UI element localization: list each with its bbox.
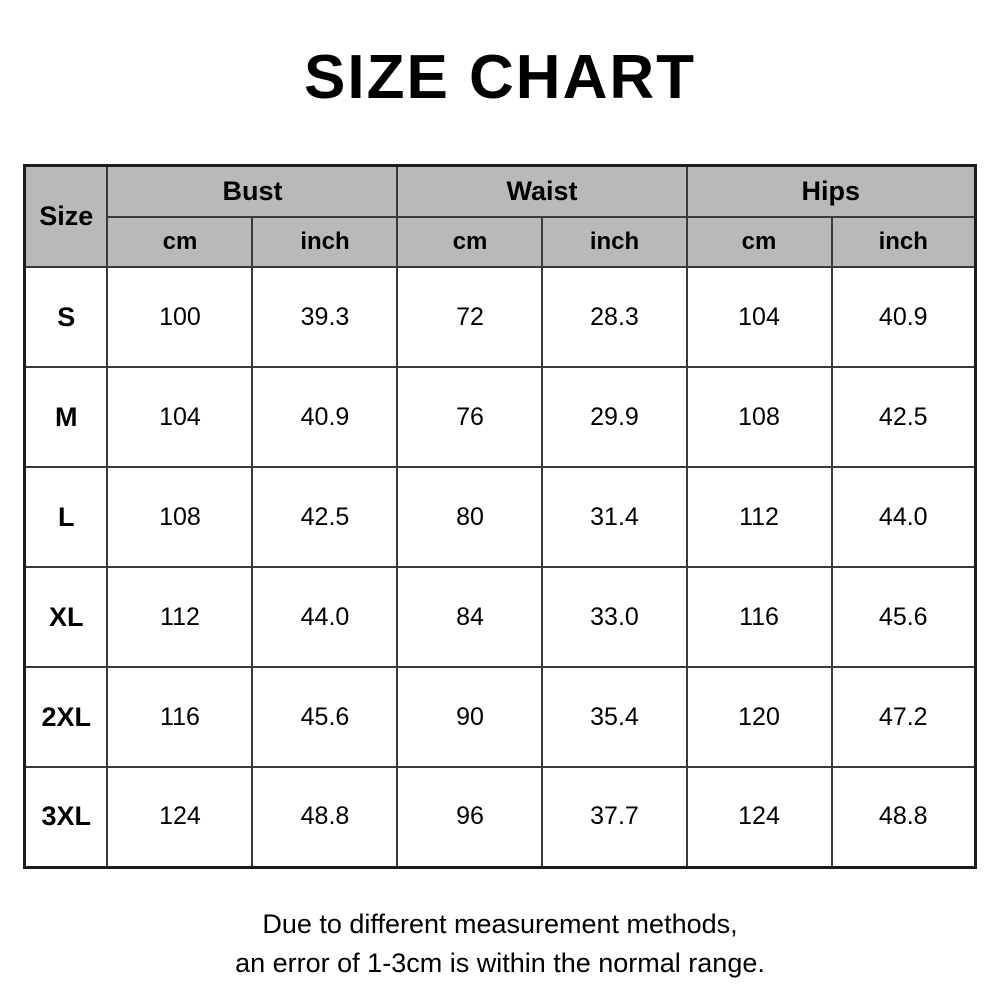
value-cell: 124 [687,767,832,867]
header-group-row [24,166,975,218]
header-waist-cm: cm [397,217,542,267]
size-cell: XL [24,567,107,667]
value-cell: 80 [397,467,542,567]
footnote-line2: an error of 1-3cm is within the normal range. [235,947,765,978]
value-cell: 33.0 [542,567,686,667]
value-cell: 48.8 [252,767,397,867]
header-hips-inch: inch [832,217,976,267]
table-row-s [24,267,975,367]
footnote [0,905,1000,983]
size-chart-table [23,164,977,869]
value-cell: 112 [107,567,252,667]
table-row-l [24,467,975,567]
value-cell: 39.3 [252,267,397,367]
header-unit-row [24,217,975,267]
value-cell: 90 [397,667,542,767]
value-cell: 45.6 [252,667,397,767]
header-hips-cm: cm [687,217,832,267]
value-cell: 42.5 [832,367,976,467]
value-cell: 37.7 [542,767,686,867]
table-row-3xl [24,767,975,867]
value-cell: 28.3 [542,267,686,367]
value-cell: 76 [397,367,542,467]
value-cell: 96 [397,767,542,867]
value-cell: 124 [107,767,252,867]
page-title: SIZE CHART [304,43,696,112]
size-cell: 3XL [24,767,107,867]
value-cell: 116 [107,667,252,767]
header-bust: Bust [107,166,397,218]
size-cell: M [24,367,107,467]
value-cell: 104 [687,267,832,367]
value-cell: 48.8 [832,767,976,867]
value-cell: 35.4 [542,667,686,767]
footnote-line1: Due to different measurement methods, [262,908,738,939]
value-cell: 116 [687,567,832,667]
value-cell: 40.9 [252,367,397,467]
header-bust-inch: inch [252,217,397,267]
value-cell: 29.9 [542,367,686,467]
value-cell: 45.6 [832,567,976,667]
value-cell: 100 [107,267,252,367]
value-cell: 84 [397,567,542,667]
size-cell: 2XL [24,667,107,767]
size-cell: S [24,267,107,367]
value-cell: 31.4 [542,467,686,567]
value-cell: 108 [687,367,832,467]
header-waist-inch: inch [542,217,686,267]
table-row-m [24,367,975,467]
value-cell: 120 [687,667,832,767]
value-cell: 40.9 [832,267,976,367]
value-cell: 44.0 [252,567,397,667]
value-cell: 47.2 [832,667,976,767]
header-size: Size [24,166,107,268]
size-cell: L [24,467,107,567]
header-bust-cm: cm [107,217,252,267]
value-cell: 72 [397,267,542,367]
value-cell: 108 [107,467,252,567]
header-hips: Hips [687,166,976,218]
value-cell: 42.5 [252,467,397,567]
header-waist: Waist [397,166,686,218]
table-row-xl [24,567,975,667]
value-cell: 44.0 [832,467,976,567]
value-cell: 112 [687,467,832,567]
value-cell: 104 [107,367,252,467]
table-row-2xl [24,667,975,767]
